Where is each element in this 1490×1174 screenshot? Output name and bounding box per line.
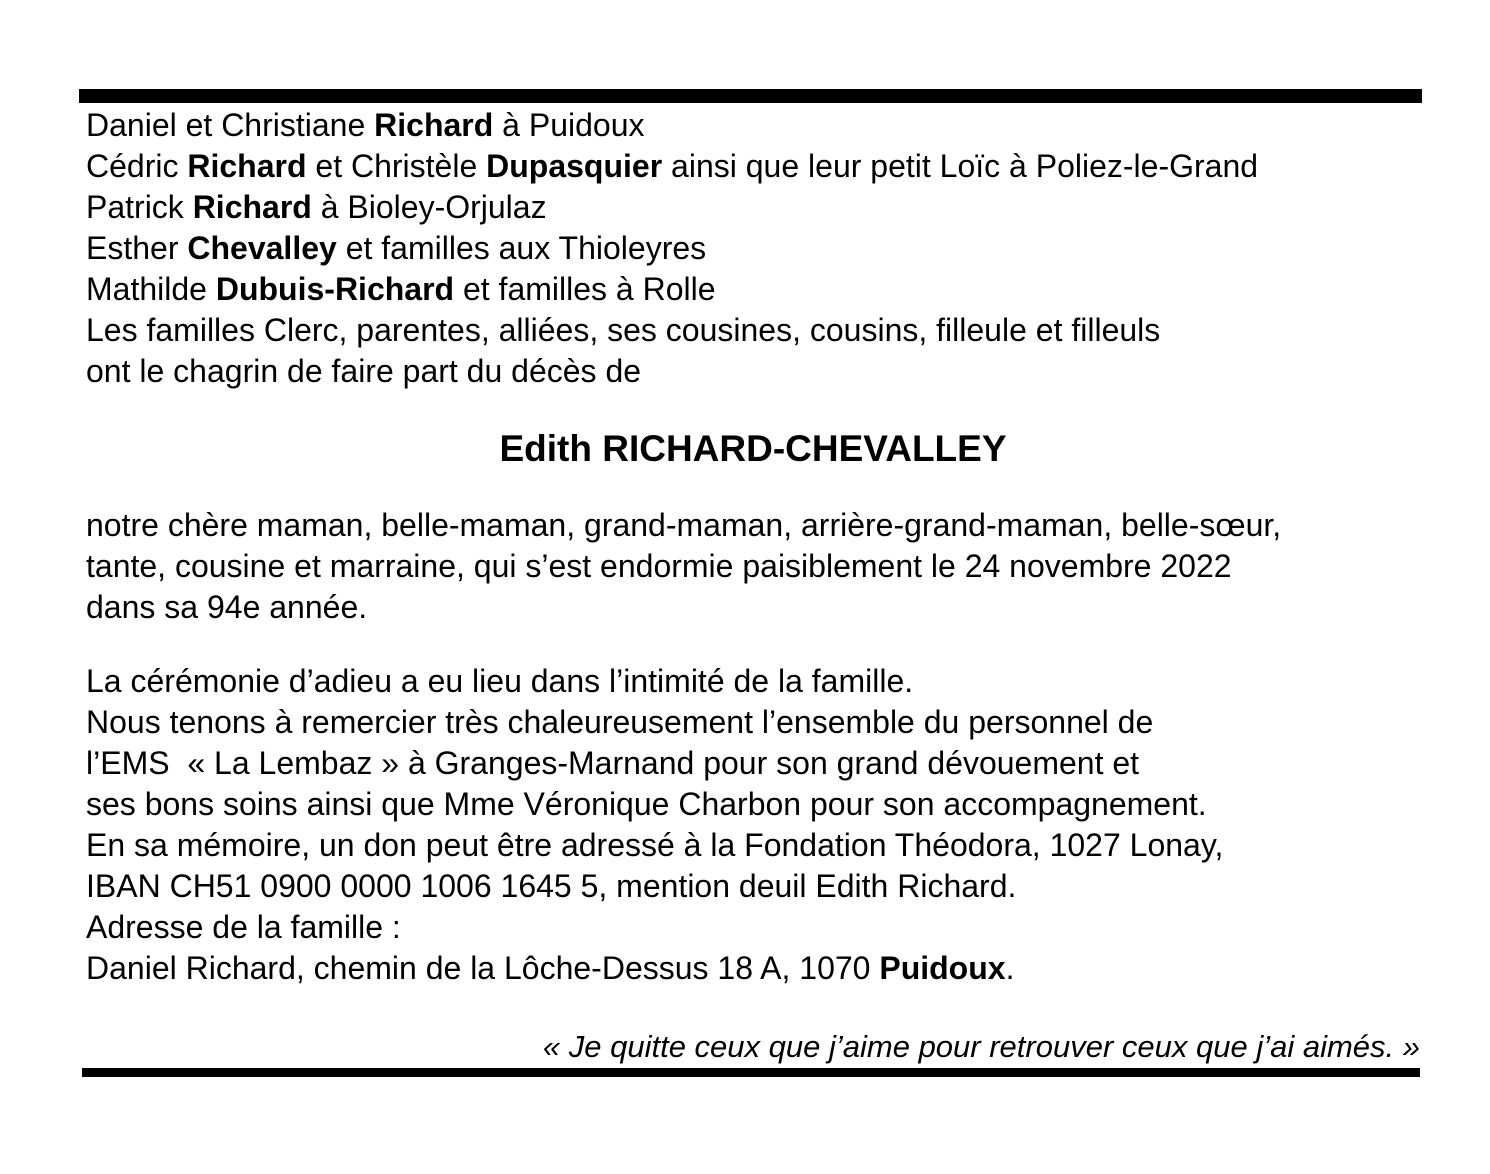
text-line: dans sa 94e année. <box>86 589 368 625</box>
text-line: Daniel Richard, chemin de la Lôche-Dessus 18 A, 1070 Puidoux. <box>86 950 1015 986</box>
text-line: tante, cousine et marraine, qui s’est endormie paisiblement le 24 novembre 2022 <box>86 548 1232 584</box>
bottom-rule <box>82 1068 1420 1077</box>
text-line: Patrick Richard à Bioley-Orjulaz <box>86 189 547 225</box>
text-line: Esther Chevalley et familles aux Thioleyres <box>86 230 707 266</box>
text-line: Daniel et Christiane Richard à Puidoux <box>86 107 645 143</box>
tribute-paragraph <box>86 505 1420 628</box>
intro-block <box>86 105 1420 392</box>
text-line: ont le chagrin de faire part du décès de <box>86 353 642 389</box>
text-line: notre chère maman, belle-maman, grand-maman, arrière-grand-maman, belle-sœur, <box>86 507 1282 543</box>
text-line: Mathilde Dubuis-Richard et familles à Rolle <box>86 271 716 307</box>
deceased-name-heading: Edith RICHARD-CHEVALLEY <box>499 428 1007 469</box>
text-line: En sa mémoire, un don peut être adressé à la Fondation Théodora, 1027 Lonay, <box>86 827 1224 863</box>
text-line: ses bons soins ainsi que Mme Véronique Charbon pour son accompagnement. <box>86 786 1207 822</box>
text-line: Les familles Clerc, parentes, alliées, ses cousines, cousins, filleule et filleuls <box>86 312 1161 348</box>
text-line: IBAN CH51 0900 0000 1006 1645 5, mention deuil Edith Richard. <box>86 868 1017 904</box>
text-line: La cérémonie d’adieu a eu lieu dans l’intimité de la famille. <box>86 663 914 699</box>
text-line: Cédric Richard et Christèle Dupasquier ainsi que leur petit Loïc à Poliez-le-Grand <box>86 148 1259 184</box>
text-line: l’EMS « La Lembaz » à Granges-Marnand pour son grand dévouement et <box>86 745 1140 781</box>
text-line: Adresse de la famille : <box>86 909 401 945</box>
details-paragraph <box>86 661 1420 989</box>
text-line: Nous tenons à remercier très chaleureusement l’ensemble du personnel de <box>86 704 1154 740</box>
memorial-quote: « Je quitte ceux que j’aime pour retrouver ceux que j’ai aimés. » <box>542 1029 1420 1064</box>
top-rule <box>79 89 1422 103</box>
